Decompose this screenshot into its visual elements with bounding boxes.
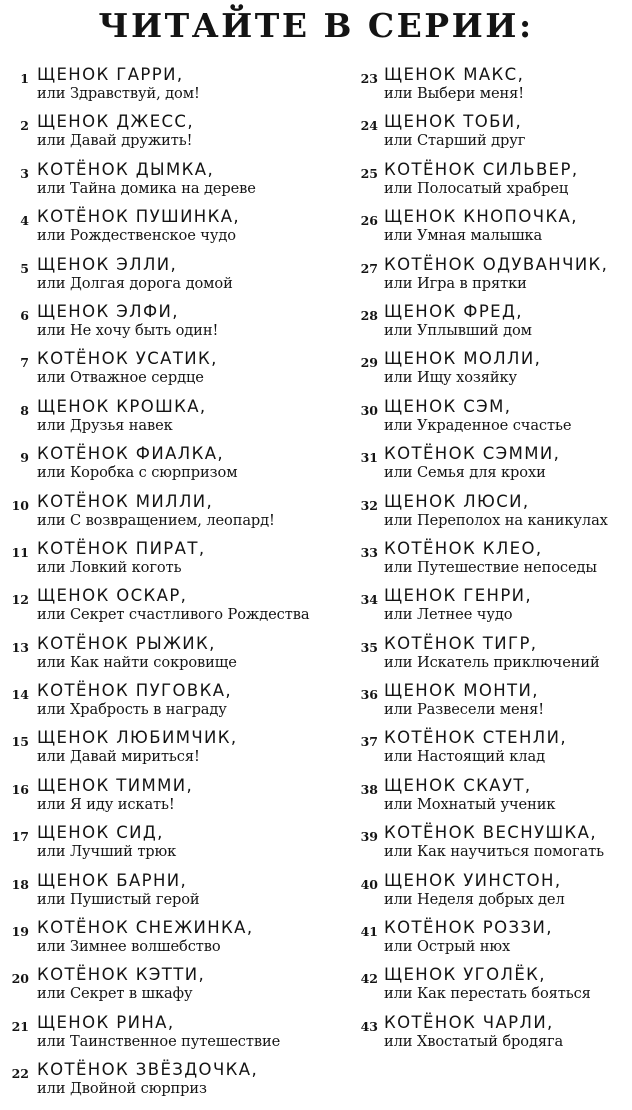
book-text: [37, 1060, 258, 1097]
book-list-item: [0, 444, 340, 491]
book-list-item: [0, 397, 340, 444]
book-title: ЩЕНОК ЛЮБИМЧИК,: [37, 728, 238, 748]
book-title: КОТЁНОК ОДУВАНЧИК,: [384, 254, 609, 274]
book-number: 10: [11, 497, 29, 513]
book-subtitle: или Развесели меня!: [384, 701, 545, 719]
book-number: 31: [360, 450, 378, 466]
book-list-item: [356, 1013, 632, 1060]
book-title: ЩЕНОК ТОБИ,: [384, 112, 523, 132]
book-subtitle: или Украденное счастье: [384, 416, 572, 434]
book-list-item: [0, 349, 340, 396]
book-list-item: [356, 255, 632, 302]
book-number: 17: [11, 829, 29, 845]
book-list-item: [356, 634, 632, 681]
book-text: [37, 823, 176, 860]
book-title: КОТЁНОК СНЕЖИНКА,: [37, 918, 254, 938]
book-subtitle: или Лучший трюк: [37, 843, 177, 861]
book-number: 5: [20, 260, 29, 276]
book-text: [384, 681, 544, 718]
book-number: 36: [360, 687, 378, 703]
book-subtitle: или Рождественское чудо: [37, 227, 236, 245]
book-title: КОТЁНОК СЭММИ,: [384, 444, 561, 464]
book-text: [37, 728, 238, 765]
book-number: 21: [11, 1018, 29, 1034]
book-subtitle: или Полосатый храбрец: [384, 179, 569, 197]
book-subtitle: или Здравствуй, дом!: [37, 85, 200, 102]
book-number: 41: [360, 924, 378, 940]
book-text: [37, 776, 193, 813]
book-title: КОТЁНОК УСАТИК,: [37, 349, 218, 369]
book-subtitle: или Семья для крохи: [384, 464, 546, 482]
book-subtitle: или Таинственное путешествие: [37, 1032, 281, 1050]
book-number: 13: [11, 639, 29, 655]
book-number: 2: [20, 118, 29, 134]
book-title: ЩЕНОК СИД,: [37, 823, 164, 843]
book-list-item: [0, 160, 340, 207]
book-subtitle: или Храбрость в награду: [37, 701, 227, 719]
book-subtitle: или Пушистый герой: [37, 890, 200, 908]
book-text: [384, 918, 553, 955]
book-list-item: [0, 965, 340, 1012]
book-number: 40: [360, 876, 378, 892]
book-subtitle: или Друзья навек: [37, 416, 173, 434]
book-title: ЩЕНОК ЛЮСИ,: [384, 491, 530, 511]
book-subtitle: или Как научиться помогать: [384, 843, 604, 861]
book-number: 3: [20, 165, 29, 181]
book-title: ЩЕНОК ЭЛФИ,: [37, 301, 179, 321]
book-subtitle: или Давай дружить!: [37, 132, 193, 150]
book-number: 16: [11, 781, 29, 797]
book-list-item: [356, 65, 632, 112]
book-text: [384, 539, 597, 576]
book-title: ЩЕНОК БАРНИ,: [37, 870, 188, 890]
book-text: [37, 681, 232, 718]
book-list-item: [356, 492, 632, 539]
book-title: КОТЁНОК ФИАЛКА,: [37, 444, 225, 464]
book-list-item: [0, 681, 340, 728]
book-text: [37, 160, 256, 197]
book-subtitle: или Секрет в шкафу: [37, 985, 193, 1003]
book-list-item: [0, 1013, 340, 1060]
book-number: 18: [11, 876, 29, 892]
book-title: ЩЕНОК ГАРРИ,: [37, 65, 184, 84]
book-list-item: [356, 776, 632, 823]
book-title: КОТЁНОК ПУГОВКА,: [37, 681, 233, 701]
book-subtitle: или Переполох на каникулах: [384, 511, 608, 529]
book-title: КОТЁНОК ЧАРЛИ,: [384, 1012, 554, 1032]
book-title: КОТЁНОК ТИГР,: [384, 633, 538, 653]
book-subtitle: или Как перестать бояться: [384, 985, 591, 1003]
book-text: [37, 586, 309, 623]
book-number: 32: [360, 497, 378, 513]
book-number: 6: [20, 307, 29, 323]
book-subtitle: или Давай мириться!: [37, 748, 200, 766]
book-title: ЩЕНОК ФРЕД,: [384, 301, 523, 321]
book-list-item: [356, 444, 632, 491]
book-title: ЩЕНОК ОСКАР,: [37, 586, 188, 606]
book-list-item: [0, 728, 340, 775]
book-text: [37, 207, 240, 244]
book-number: 43: [360, 1018, 378, 1034]
book-list-item: [0, 302, 340, 349]
book-text: [384, 634, 600, 671]
book-number: 23: [360, 71, 378, 86]
book-list-right-column: [356, 65, 632, 1060]
book-list-item: [356, 871, 632, 918]
book-text: [37, 871, 200, 908]
book-text: [37, 255, 233, 292]
book-subtitle: или Секрет счастливого Рождества: [37, 606, 310, 624]
book-text: [384, 1013, 563, 1050]
page-title: ЧИТАЙТЕ В СЕРИИ:: [98, 6, 534, 45]
book-title: ЩЕНОК СКАУТ,: [384, 775, 532, 795]
book-title: ЩЕНОК РИНА,: [37, 1012, 175, 1032]
book-list-item: [356, 207, 632, 254]
book-text: [384, 112, 525, 149]
book-text: [37, 918, 253, 955]
book-text: [384, 349, 541, 386]
book-text: [37, 397, 207, 434]
book-subtitle: или Зимнее волшебство: [37, 938, 221, 956]
book-list-item: [0, 539, 340, 586]
book-subtitle: или Настоящий клад: [384, 748, 545, 766]
book-list-item: [0, 871, 340, 918]
book-text: [37, 492, 275, 529]
book-title: ЩЕНОК КРОШКА,: [37, 396, 207, 416]
book-number: 12: [11, 592, 29, 608]
book-subtitle: или Тайна домика на дереве: [37, 179, 256, 197]
book-list-item: [0, 112, 340, 159]
book-title: ЩЕНОК УИНСТОН,: [384, 870, 562, 890]
book-subtitle: или Не хочу быть один!: [37, 321, 219, 339]
book-subtitle: или Неделя добрых дел: [384, 890, 565, 908]
book-number: 38: [360, 781, 378, 797]
book-subtitle: или Коробка с сюрпризом: [37, 464, 238, 482]
book-number: 1: [20, 71, 29, 86]
book-title: ЩЕНОК СЭМ,: [384, 396, 512, 416]
book-title: КОТЁНОК СТЕНЛИ,: [384, 728, 567, 748]
book-number: 26: [360, 213, 378, 229]
book-text: [37, 302, 218, 339]
book-title: ЩЕНОК МОНТИ,: [384, 681, 539, 701]
book-list-item: [356, 823, 632, 870]
book-subtitle: или Отважное сердце: [37, 369, 204, 387]
book-subtitle: или Уплывший дом: [384, 321, 532, 339]
book-number: 19: [11, 924, 29, 940]
book-list-item: [356, 397, 632, 444]
book-title: КОТЁНОК ДЫМКА,: [37, 159, 215, 179]
book-text: [37, 539, 205, 576]
book-text: [384, 255, 608, 292]
book-subtitle: или Умная малышка: [384, 227, 543, 245]
book-list-item: [356, 302, 632, 349]
book-list-item: [356, 539, 632, 586]
book-text: [37, 112, 194, 149]
book-number: 24: [360, 118, 378, 134]
book-text: [384, 444, 560, 481]
book-number: 25: [360, 165, 378, 181]
book-list-item: [0, 492, 340, 539]
book-list-item: [356, 349, 632, 396]
book-list-item: [356, 586, 632, 633]
book-subtitle: или Летнее чудо: [384, 606, 513, 624]
book-number: 29: [360, 355, 378, 371]
book-text: [384, 586, 532, 623]
book-number: 35: [360, 639, 378, 655]
book-list-item: [0, 634, 340, 681]
book-subtitle: или Старший друг: [384, 132, 526, 150]
book-text: [37, 444, 237, 481]
book-number: 28: [360, 307, 378, 323]
book-title: ЩЕНОК ЭЛЛИ,: [37, 254, 178, 274]
book-title: КОТЁНОК ПУШИНКА,: [37, 207, 241, 227]
book-text: [384, 160, 579, 197]
book-number: 33: [360, 544, 378, 560]
book-title: КОТЁНОК КЛЕО,: [384, 538, 543, 558]
book-number: 20: [11, 971, 29, 987]
book-text: [384, 871, 565, 908]
book-number: 42: [360, 971, 378, 987]
book-list-item: [0, 65, 340, 112]
book-text: [384, 397, 571, 434]
book-text: [384, 65, 524, 102]
book-text: [384, 492, 608, 529]
book-text: [384, 776, 555, 813]
book-text: [384, 728, 567, 765]
book-text: [37, 634, 237, 671]
book-subtitle: или С возвращением, леопард!: [37, 511, 275, 529]
book-list-item: [356, 965, 632, 1012]
book-number: 22: [11, 1066, 29, 1082]
book-text: [37, 1013, 280, 1050]
book-title: КОТЁНОК КЭТТИ,: [37, 965, 206, 985]
book-title: КОТЁНОК РОЗЗИ,: [384, 918, 553, 938]
book-number: 4: [20, 213, 29, 229]
book-list-item: [0, 823, 340, 870]
book-number: 30: [360, 402, 378, 418]
book-list-item: [0, 207, 340, 254]
book-subtitle: или Как найти сокровище: [37, 653, 237, 671]
book-subtitle: или Игра в прятки: [384, 274, 527, 292]
book-number: 37: [360, 734, 378, 750]
book-list-item: [356, 160, 632, 207]
book-number: 34: [360, 592, 378, 608]
book-title: ЩЕНОК КНОПОЧКА,: [384, 207, 578, 227]
book-list-item: [356, 918, 632, 965]
book-number: 7: [20, 355, 29, 371]
book-subtitle: или Ловкий коготь: [37, 558, 182, 576]
book-title: КОТЁНОК РЫЖИК,: [37, 633, 216, 653]
book-title: ЩЕНОК ДЖЕСС,: [37, 112, 195, 132]
book-number: 15: [11, 734, 29, 750]
book-title: ЩЕНОК УГОЛЁК,: [384, 965, 546, 985]
book-list-item: [0, 918, 340, 965]
book-list-item: [0, 255, 340, 302]
book-text: [37, 349, 218, 386]
book-subtitle: или Выбери меня!: [384, 85, 525, 102]
book-list-left-column: [0, 65, 340, 1108]
book-title: КОТЁНОК МИЛЛИ,: [37, 491, 214, 511]
book-number: 14: [11, 687, 29, 703]
book-number: 39: [360, 829, 378, 845]
book-title: ЩЕНОК ГЕНРИ,: [384, 586, 533, 606]
book-text: [384, 823, 604, 860]
book-subtitle: или Долгая дорога домой: [37, 274, 233, 292]
book-number: 8: [20, 402, 29, 418]
book-text: [37, 65, 200, 102]
book-subtitle: или Мохнатый ученик: [384, 795, 556, 813]
book-subtitle: или Искатель приключений: [384, 653, 600, 671]
book-title: ЩЕНОК МАКС,: [384, 65, 525, 84]
book-text: [384, 302, 532, 339]
book-subtitle: или Я иду искать!: [37, 795, 175, 813]
book-subtitle: или Двойной сюрприз: [37, 1080, 207, 1098]
book-title: КОТЁНОК ПИРАТ,: [37, 538, 206, 558]
book-subtitle: или Путешествие непоседы: [384, 558, 597, 576]
book-text: [37, 965, 205, 1002]
book-subtitle: или Острый нюх: [384, 938, 511, 956]
book-list-item: [0, 1060, 340, 1107]
book-title: ЩЕНОК МОЛЛИ,: [384, 349, 542, 369]
book-text: [384, 207, 578, 244]
book-number: 27: [360, 260, 378, 276]
book-text: [384, 965, 591, 1002]
book-list-item: [356, 728, 632, 775]
book-list-item: [356, 112, 632, 159]
book-number: 11: [11, 544, 29, 560]
book-list-item: [0, 776, 340, 823]
book-title: КОТЁНОК ЗВЁЗДОЧКА,: [37, 1060, 259, 1080]
book-title: КОТЁНОК СИЛЬВЕР,: [384, 159, 579, 179]
book-list-item: [0, 586, 340, 633]
book-title: ЩЕНОК ТИММИ,: [37, 775, 194, 795]
book-number: 9: [20, 450, 29, 466]
book-title: КОТЁНОК ВЕСНУШКА,: [384, 823, 597, 843]
book-list-item: [356, 681, 632, 728]
book-subtitle: или Ищу хозяйку: [384, 369, 518, 387]
book-subtitle: или Хвостатый бродяга: [384, 1032, 564, 1050]
